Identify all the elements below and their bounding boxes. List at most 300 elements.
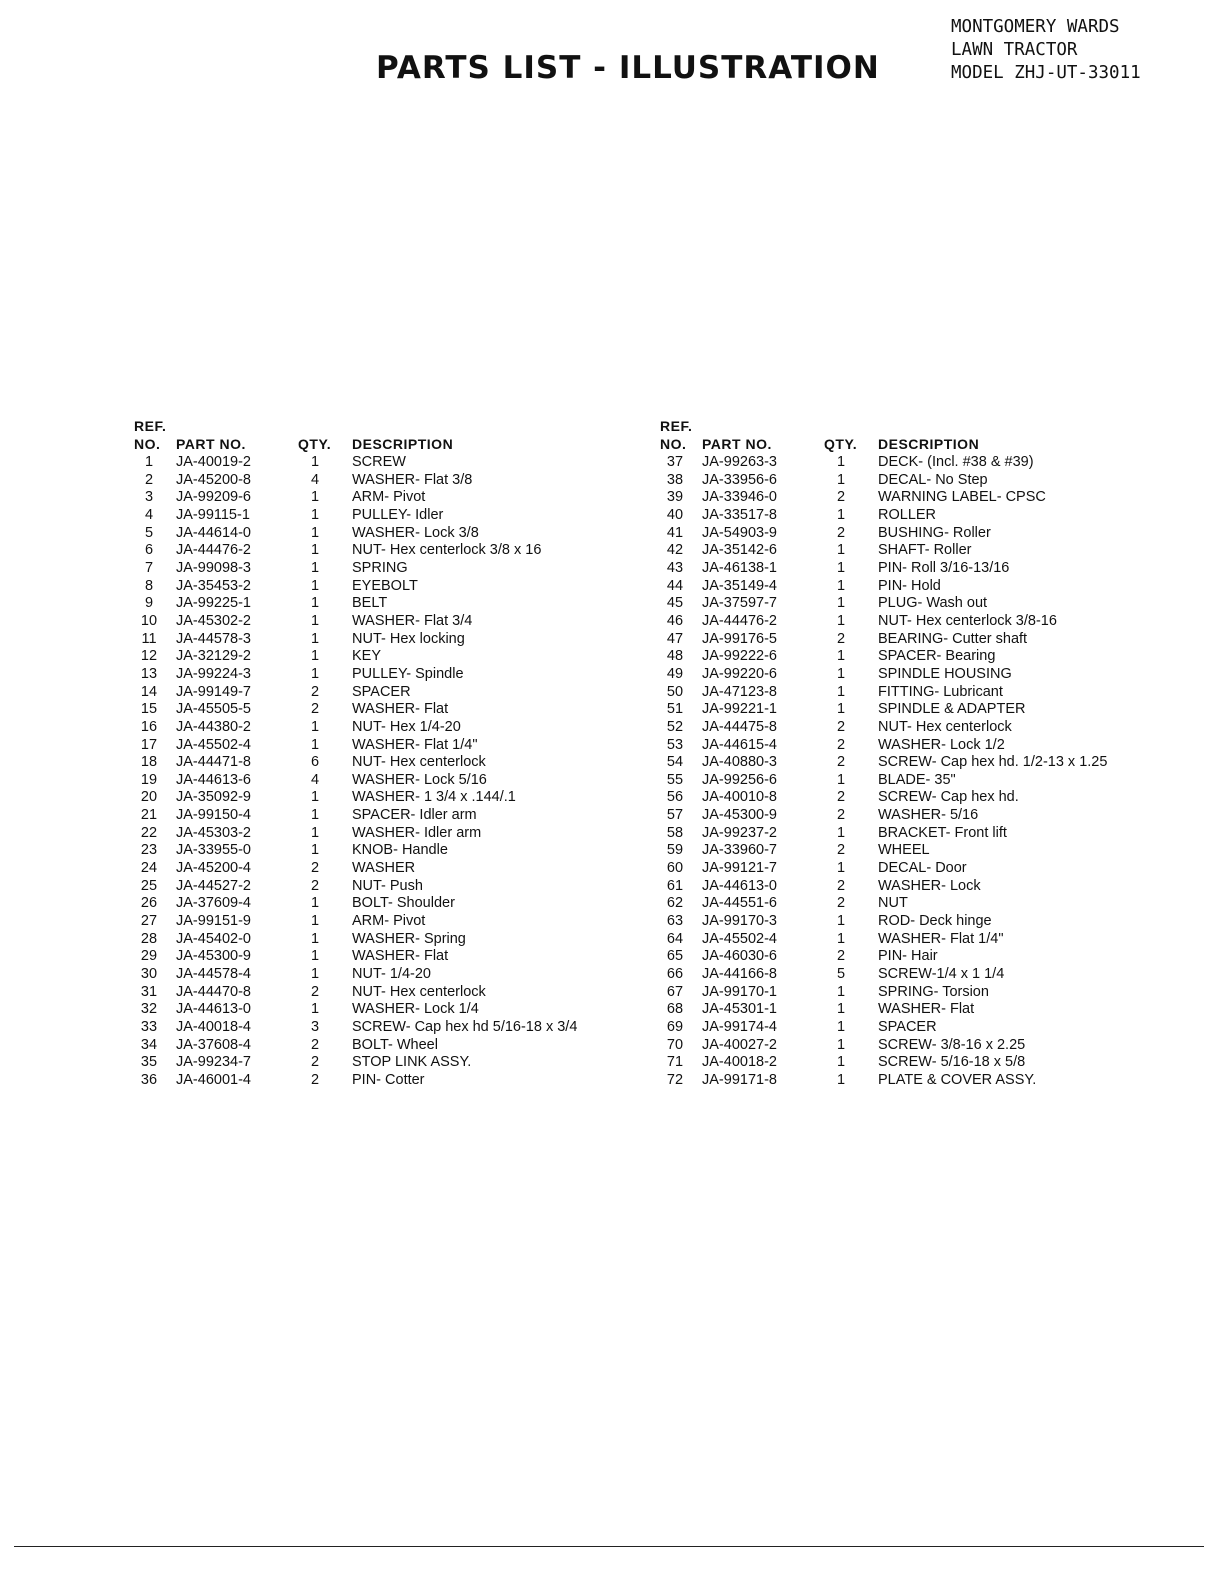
quantity: 2 (836, 524, 846, 541)
ref-no: 25 (140, 877, 158, 894)
ref-no: 38 (666, 471, 684, 488)
description: PIN- Roll 3/16-13/16 (878, 559, 1010, 576)
part-no: JA-45505-5 (176, 701, 251, 718)
part-no: JA-99209-6 (176, 489, 251, 506)
quantity: 1 (836, 595, 846, 612)
quantity: 1 (836, 983, 846, 1000)
header-description: DESCRIPTION (352, 436, 454, 452)
part-no: JA-99237-2 (702, 824, 777, 841)
ref-no: 35 (140, 1054, 158, 1071)
ref-no: 50 (666, 683, 684, 700)
part-no: JA-99115-1 (176, 506, 250, 523)
header-part-no: PART NO. (702, 436, 772, 452)
part-no: JA-99220-6 (702, 665, 777, 682)
part-no: JA-99098-3 (176, 559, 251, 576)
bottom-rule (14, 1546, 1204, 1547)
description: NUT- Hex 1/4-20 (352, 718, 461, 735)
description: BUSHING- Roller (878, 524, 991, 541)
quantity: 1 (836, 559, 846, 576)
quantity: 1 (310, 559, 320, 576)
ref-no: 43 (666, 559, 684, 576)
part-no: JA-35453-2 (176, 577, 251, 594)
quantity: 2 (836, 807, 846, 824)
description: SPACER- Idler arm (352, 807, 477, 824)
ref-no: 71 (666, 1054, 684, 1071)
quantity: 1 (836, 824, 846, 841)
ref-no: 13 (140, 665, 158, 682)
description: SPACER- Bearing (878, 648, 996, 665)
part-no: JA-33955-0 (176, 842, 251, 859)
part-no: JA-99256-6 (702, 771, 777, 788)
description: NUT- Hex centerlock (352, 983, 486, 1000)
description: NUT- Hex centerlock 3/8-16 (878, 612, 1057, 629)
ref-no: 19 (140, 771, 158, 788)
description: WASHER- Flat (352, 701, 449, 718)
part-no: JA-44476-2 (176, 542, 251, 559)
description: WASHER- Flat 3/8 (352, 471, 473, 488)
part-no: JA-44475-8 (702, 718, 777, 735)
part-no: JA-45302-2 (176, 612, 251, 629)
description: SHAFT- Roller (878, 542, 972, 559)
part-no: JA-99221-1 (702, 701, 777, 718)
ref-no: 49 (666, 665, 684, 682)
description: WASHER- Lock 5/16 (352, 771, 487, 788)
quantity: 1 (836, 471, 846, 488)
ref-no: 31 (140, 983, 158, 1000)
quantity: 1 (836, 665, 846, 682)
description: PULLEY- Idler (352, 506, 444, 523)
part-no: JA-40010-8 (702, 789, 777, 806)
ref-no: 4 (144, 506, 154, 523)
description: SCREW (352, 454, 406, 470)
description: WHEEL (878, 842, 930, 859)
ref-no: 2 (144, 471, 154, 488)
ref-no: 59 (666, 842, 684, 859)
ref-no: 55 (666, 771, 684, 788)
ref-no: 65 (666, 948, 684, 965)
description: SCREW- 5/16-18 x 5/8 (878, 1054, 1026, 1071)
ref-no: 36 (140, 1071, 158, 1088)
description: ROD- Deck hinge (878, 913, 992, 930)
part-no: JA-33946-0 (702, 489, 777, 506)
ref-no: 9 (144, 595, 154, 612)
description: WASHER- Lock 1/4 (352, 1001, 479, 1018)
quantity: 1 (836, 1001, 846, 1018)
description: NUT- Hex centerlock (352, 754, 486, 771)
quantity: 2 (310, 701, 320, 718)
quantity: 1 (310, 1001, 320, 1018)
quantity: 1 (310, 542, 320, 559)
part-no: JA-99176-5 (702, 630, 777, 647)
quantity: 1 (836, 860, 846, 877)
ref-no: 63 (666, 913, 684, 930)
ref-no: 21 (140, 807, 158, 824)
quantity: 1 (310, 489, 320, 506)
description: SCREW- 3/8-16 x 2.25 (878, 1036, 1026, 1053)
quantity: 1 (310, 966, 320, 983)
part-no: JA-44615-4 (702, 736, 777, 753)
quantity: 3 (310, 1019, 320, 1035)
ref-no: 53 (666, 736, 684, 753)
page-title: PARTS LIST - ILLUSTRATION (376, 50, 880, 86)
ref-no: 67 (666, 983, 684, 1000)
part-no: JA-44527-2 (176, 877, 251, 894)
description: PIN- Hair (878, 948, 938, 965)
part-no: JA-99121-7 (702, 860, 777, 877)
quantity: 2 (836, 789, 846, 806)
part-no: JA-35142-6 (702, 542, 777, 559)
ref-no: 15 (140, 701, 158, 718)
part-no: JA-37609-4 (176, 895, 251, 912)
quantity: 2 (836, 630, 846, 647)
quantity: 1 (310, 506, 320, 523)
part-no: JA-44166-8 (702, 966, 777, 983)
description: SPRING (352, 559, 408, 576)
part-no: JA-37608-4 (176, 1036, 251, 1053)
part-no: JA-40018-2 (702, 1054, 777, 1071)
ref-no: 29 (140, 948, 158, 965)
part-no: JA-45502-4 (702, 930, 777, 947)
description: WASHER- Lock 1/2 (878, 736, 1005, 753)
description: PLUG- Wash out (878, 595, 988, 612)
part-no: JA-33517-8 (702, 506, 777, 523)
ref-no: 33 (140, 1019, 158, 1035)
part-no: JA-46138-1 (702, 559, 777, 576)
description: DECAL- No Step (878, 471, 988, 488)
header-qty: QTY. (298, 436, 332, 452)
quantity: 1 (310, 718, 320, 735)
ref-no: 56 (666, 789, 684, 806)
quantity: 1 (310, 789, 320, 806)
description: SPRING- Torsion (878, 983, 989, 1000)
quantity: 2 (310, 683, 320, 700)
ref-no: 16 (140, 718, 158, 735)
part-no: JA-99150-4 (176, 807, 251, 824)
part-no: JA-44470-8 (176, 983, 251, 1000)
part-no: JA-44578-3 (176, 630, 251, 647)
description: KNOB- Handle (352, 842, 448, 859)
description: NUT- 1/4-20 (352, 966, 431, 983)
quantity: 1 (836, 454, 846, 470)
description: ROLLER (878, 506, 937, 523)
quantity: 1 (310, 612, 320, 629)
quantity: 1 (310, 913, 320, 930)
part-no: JA-44613-0 (702, 877, 777, 894)
description: WASHER- Idler arm (352, 824, 482, 841)
model-info (951, 16, 1141, 85)
description: NUT- Hex centerlock 3/8 x 16 (352, 542, 542, 559)
ref-no: 45 (666, 595, 684, 612)
quantity: 1 (310, 842, 320, 859)
part-no: JA-99263-3 (702, 454, 777, 470)
brand-name: MONTGOMERY WARDS (951, 17, 1120, 37)
ref-no: 48 (666, 648, 684, 665)
part-no: JA-33960-7 (702, 842, 777, 859)
description: SPACER (352, 683, 411, 700)
model-number: MODEL ZHJ-UT-33011 (951, 63, 1141, 83)
quantity: 5 (836, 966, 846, 983)
quantity: 2 (836, 718, 846, 735)
quantity: 1 (310, 807, 320, 824)
description: SCREW-1/4 x 1 1/4 (878, 966, 1005, 983)
description: WASHER- Lock 3/8 (352, 524, 479, 541)
ref-no: 37 (666, 454, 684, 470)
quantity: 2 (310, 983, 320, 1000)
description: WASHER (352, 860, 416, 877)
ref-no: 3 (144, 489, 154, 506)
description: KEY (352, 648, 382, 665)
quantity: 1 (836, 683, 846, 700)
quantity: 2 (310, 1071, 320, 1088)
quantity: 1 (310, 736, 320, 753)
ref-no: 20 (140, 789, 158, 806)
quantity: 2 (310, 1054, 320, 1071)
ref-no: 60 (666, 860, 684, 877)
ref-no: 22 (140, 824, 158, 841)
ref-no: 69 (666, 1019, 684, 1035)
part-no: JA-99174-4 (702, 1019, 777, 1035)
part-no: JA-99170-3 (702, 913, 777, 930)
part-no: JA-45300-9 (176, 948, 251, 965)
description: SCREW- Cap hex hd 5/16-18 x 3/4 (352, 1019, 578, 1035)
ref-no: 51 (666, 701, 684, 718)
header-description: DESCRIPTION (878, 436, 980, 452)
part-no: JA-40880-3 (702, 754, 777, 771)
part-no: JA-45301-1 (702, 1001, 777, 1018)
quantity: 1 (310, 577, 320, 594)
quantity: 1 (310, 595, 320, 612)
ref-no: 72 (666, 1071, 684, 1088)
ref-no: 24 (140, 860, 158, 877)
part-no: JA-99225-1 (176, 595, 251, 612)
quantity: 4 (310, 771, 320, 788)
description: WASHER- 1 3/4 x .144/.1 (352, 789, 516, 806)
part-no: JA-54903-9 (702, 524, 777, 541)
part-no: JA-33956-6 (702, 471, 777, 488)
description: BOLT- Shoulder (352, 895, 455, 912)
quantity: 6 (310, 754, 320, 771)
description: SCREW- Cap hex hd. (878, 789, 1019, 806)
ref-no: 11 (141, 630, 157, 647)
description: SCREW- Cap hex hd. 1/2-13 x 1.25 (878, 754, 1108, 771)
quantity: 1 (836, 577, 846, 594)
part-no: JA-45300-9 (702, 807, 777, 824)
description: WASHER- Lock (878, 877, 981, 894)
ref-no: 62 (666, 895, 684, 912)
part-no: JA-46030-6 (702, 948, 777, 965)
ref-no: 12 (140, 648, 158, 665)
quantity: 1 (310, 648, 320, 665)
ref-no: 70 (666, 1036, 684, 1053)
product-name: LAWN TRACTOR (951, 40, 1078, 60)
ref-no: 64 (666, 930, 684, 947)
part-no: JA-47123-8 (702, 683, 777, 700)
quantity: 1 (836, 1036, 846, 1053)
description: BELT (352, 595, 388, 612)
part-no: JA-45502-4 (176, 736, 251, 753)
quantity: 2 (836, 736, 846, 753)
ref-no: 47 (666, 630, 684, 647)
ref-no: 41 (666, 524, 684, 541)
ref-no: 32 (140, 1001, 158, 1018)
ref-no: 30 (140, 966, 158, 983)
ref-no: 34 (140, 1036, 158, 1053)
part-no: JA-46001-4 (176, 1071, 251, 1088)
header-part-no: PART NO. (176, 436, 246, 452)
ref-no: 27 (140, 913, 158, 930)
part-no: JA-35149-4 (702, 577, 777, 594)
ref-no: 57 (666, 807, 684, 824)
ref-no: 8 (144, 577, 154, 594)
description: WARNING LABEL- CPSC (878, 489, 1046, 506)
ref-no: 26 (140, 895, 158, 912)
ref-no: 17 (140, 736, 158, 753)
description: NUT- Hex locking (352, 630, 465, 647)
description: BLADE- 35" (878, 771, 956, 788)
description: BEARING- Cutter shaft (878, 630, 1028, 647)
quantity: 1 (836, 1054, 846, 1071)
ref-no: 18 (140, 754, 158, 771)
description: ARM- Pivot (352, 489, 426, 506)
description: WASHER- Flat 3/4 (352, 612, 473, 629)
part-no: JA-37597-7 (702, 595, 777, 612)
ref-no: 44 (666, 577, 684, 594)
part-no: JA-40018-4 (176, 1019, 251, 1035)
quantity: 1 (836, 506, 846, 523)
quantity: 2 (310, 1036, 320, 1053)
quantity: 2 (836, 842, 846, 859)
description: PIN- Hold (878, 577, 941, 594)
ref-no: 10 (140, 612, 158, 629)
quantity: 2 (836, 948, 846, 965)
description: STOP LINK ASSY. (352, 1054, 472, 1071)
quantity: 4 (310, 471, 320, 488)
quantity: 2 (836, 754, 846, 771)
description: DECAL- Door (878, 860, 967, 877)
quantity: 1 (836, 1071, 846, 1088)
ref-no: 7 (144, 559, 154, 576)
part-no: JA-44578-4 (176, 966, 251, 983)
ref-no: 28 (140, 930, 158, 947)
ref-no: 61 (666, 877, 684, 894)
description: PULLEY- Spindle (352, 665, 464, 682)
ref-no: 1 (144, 454, 154, 470)
description: WASHER- Flat (878, 1001, 975, 1018)
ref-no: 39 (666, 489, 684, 506)
quantity: 1 (310, 948, 320, 965)
quantity: 1 (310, 824, 320, 841)
quantity: 2 (310, 877, 320, 894)
part-no: JA-99170-1 (702, 983, 777, 1000)
description: SPACER (878, 1019, 937, 1035)
quantity: 1 (310, 895, 320, 912)
quantity: 1 (836, 1019, 846, 1035)
description: WASHER- Flat (352, 948, 449, 965)
quantity: 2 (836, 895, 846, 912)
quantity: 1 (310, 524, 320, 541)
ref-no: 54 (666, 754, 684, 771)
quantity: 1 (310, 630, 320, 647)
description: BOLT- Wheel (352, 1036, 438, 1053)
part-no: JA-99234-7 (176, 1054, 251, 1071)
ref-no: 58 (666, 824, 684, 841)
part-no: JA-32129-2 (176, 648, 251, 665)
quantity: 2 (836, 877, 846, 894)
part-no: JA-40019-2 (176, 454, 251, 470)
ref-no: 14 (140, 683, 158, 700)
part-no: JA-45200-8 (176, 471, 251, 488)
ref-no: 23 (140, 842, 158, 859)
header-qty: QTY. (824, 436, 858, 452)
description: BRACKET- Front lift (878, 824, 1007, 841)
description: SPINDLE HOUSING (878, 665, 1012, 682)
part-no: JA-44613-6 (176, 771, 251, 788)
part-no: JA-99171-8 (702, 1071, 777, 1088)
ref-no: 66 (666, 966, 684, 983)
ref-no: 68 (666, 1001, 684, 1018)
part-no: JA-45200-4 (176, 860, 251, 877)
quantity: 1 (836, 612, 846, 629)
ref-no: 52 (666, 718, 684, 735)
part-no: JA-44380-2 (176, 718, 251, 735)
description: WASHER- Flat 1/4" (352, 736, 478, 753)
quantity: 1 (310, 454, 320, 470)
ref-no: 5 (144, 524, 154, 541)
header-ref-no: NO. (660, 436, 687, 452)
part-no: JA-99149-7 (176, 683, 251, 700)
description: NUT (878, 895, 908, 912)
ref-no: 46 (666, 612, 684, 629)
part-no: JA-45402-0 (176, 930, 251, 947)
quantity: 1 (836, 701, 846, 718)
description: SPINDLE & ADAPTER (878, 701, 1026, 718)
quantity: 2 (310, 860, 320, 877)
ref-no: 6 (144, 542, 154, 559)
part-no: JA-44476-2 (702, 612, 777, 629)
part-no: JA-35092-9 (176, 789, 251, 806)
description: EYEBOLT (352, 577, 418, 594)
part-no: JA-99151-9 (176, 913, 251, 930)
part-no: JA-45303-2 (176, 824, 251, 841)
description: NUT- Push (352, 877, 423, 894)
quantity: 1 (836, 930, 846, 947)
description: FITTING- Lubricant (878, 683, 1003, 700)
description: WASHER- Spring (352, 930, 466, 947)
description: DECK- (Incl. #38 & #39) (878, 454, 1034, 470)
quantity: 2 (836, 489, 846, 506)
description: PLATE & COVER ASSY. (878, 1071, 1037, 1088)
header-ref-no: NO. (134, 436, 161, 452)
quantity: 1 (836, 913, 846, 930)
ref-no: 40 (666, 506, 684, 523)
part-no: JA-44614-0 (176, 524, 251, 541)
quantity: 1 (836, 648, 846, 665)
description: ARM- Pivot (352, 913, 426, 930)
description: WASHER- 5/16 (878, 807, 979, 824)
part-no: JA-44471-8 (176, 754, 251, 771)
description: PIN- Cotter (352, 1071, 425, 1088)
quantity: 1 (836, 771, 846, 788)
part-no: JA-44613-0 (176, 1001, 251, 1018)
part-no: JA-40027-2 (702, 1036, 777, 1053)
part-no: JA-99224-3 (176, 665, 251, 682)
quantity: 1 (836, 542, 846, 559)
quantity: 1 (310, 665, 320, 682)
description: WASHER- Flat 1/4" (878, 930, 1004, 947)
part-no: JA-99222-6 (702, 648, 777, 665)
ref-no: 42 (666, 542, 684, 559)
quantity: 1 (310, 930, 320, 947)
